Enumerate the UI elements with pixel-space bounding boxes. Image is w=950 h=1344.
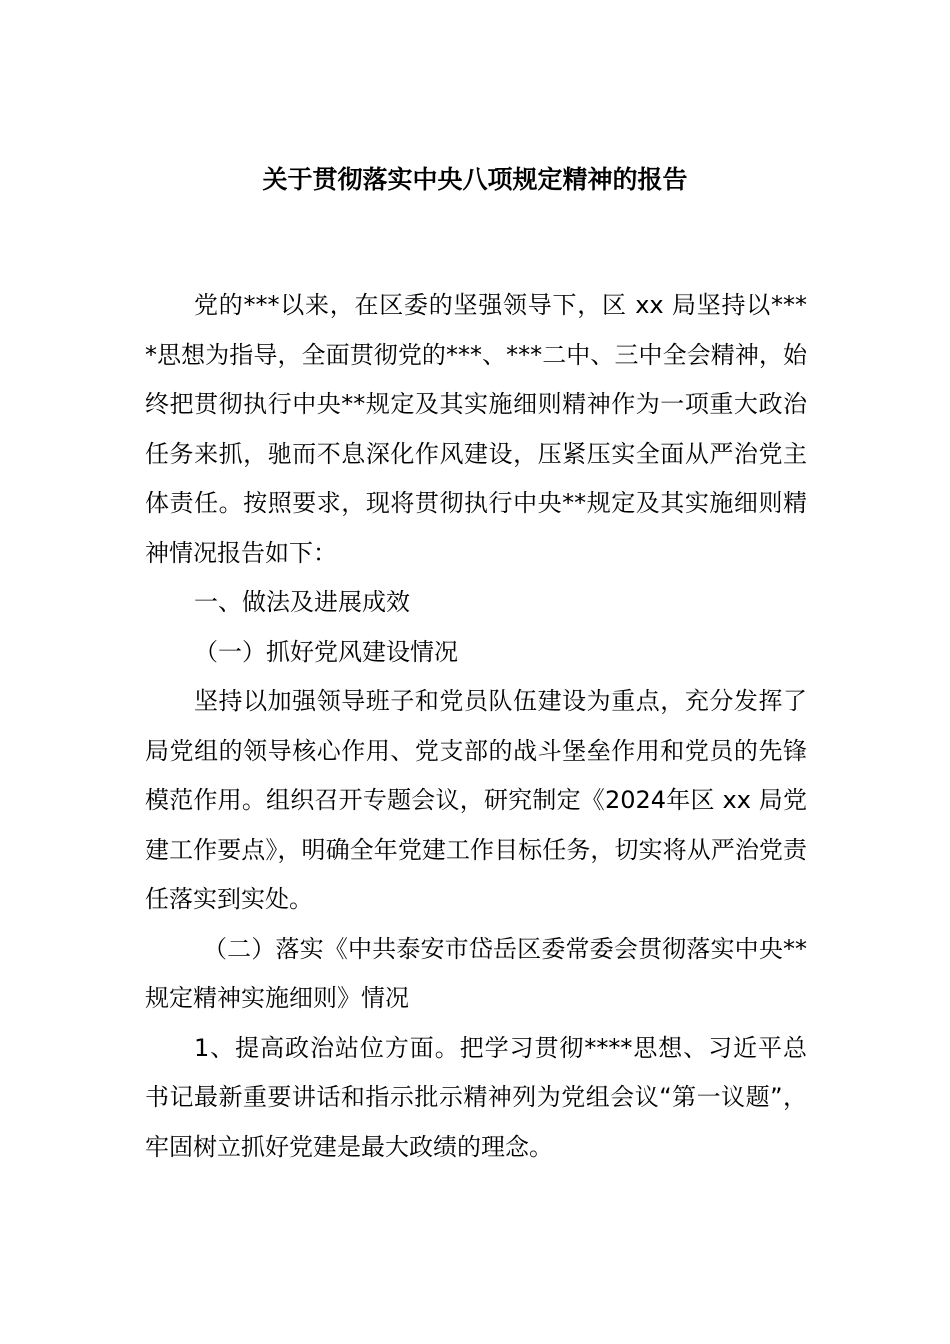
subsection-heading: （二）落实《中共泰安市岱岳区委常委会贯彻落实中央**规定精神实施细则》情况 — [145, 934, 807, 1012]
document-title: 关于贯彻落实中央八项规定精神的报告 — [262, 165, 688, 194]
document-body — [145, 281, 807, 1172]
subsection-heading: （一）抓好党风建设情况 — [194, 637, 458, 666]
section-heading: 一、做法及进展成效 — [194, 588, 410, 616]
body-paragraph: 坚持以加强领导班子和党员队伍建设为重点，充分发挥了局党组的领导核心作用、党支部的战斗堡垒作用和党员的先锋模范作用。组织召开专题会议，研究制定《2024年区 xx 局党建工作要点》，明确全年党建工作目标任务，切实将从严治党责任落实到实处。 — [145, 687, 807, 913]
body-paragraph: 1、提高政治站位方面。把学习贯彻****思想、习近平总书记最新重要讲话和指示批示精神列为党组会议“第一议题”，牢固树立抓好党建是最大政绩的理念。 — [145, 1033, 807, 1161]
intro-paragraph: 党的***以来，在区委的坚强领导下，区 xx 局坚持以*** *思想为指导，全面贯彻党的***、***二中、三中全会精神，始终把贯彻执行中央**规定及其实施细则精神作为一项重大政治任务来抓，驰而不息深化作风建设，压紧压实全面从严治党主体责任。按照要求，现将贯彻执行中央**规定及其实施细则精神情况报告如下： — [145, 291, 807, 567]
